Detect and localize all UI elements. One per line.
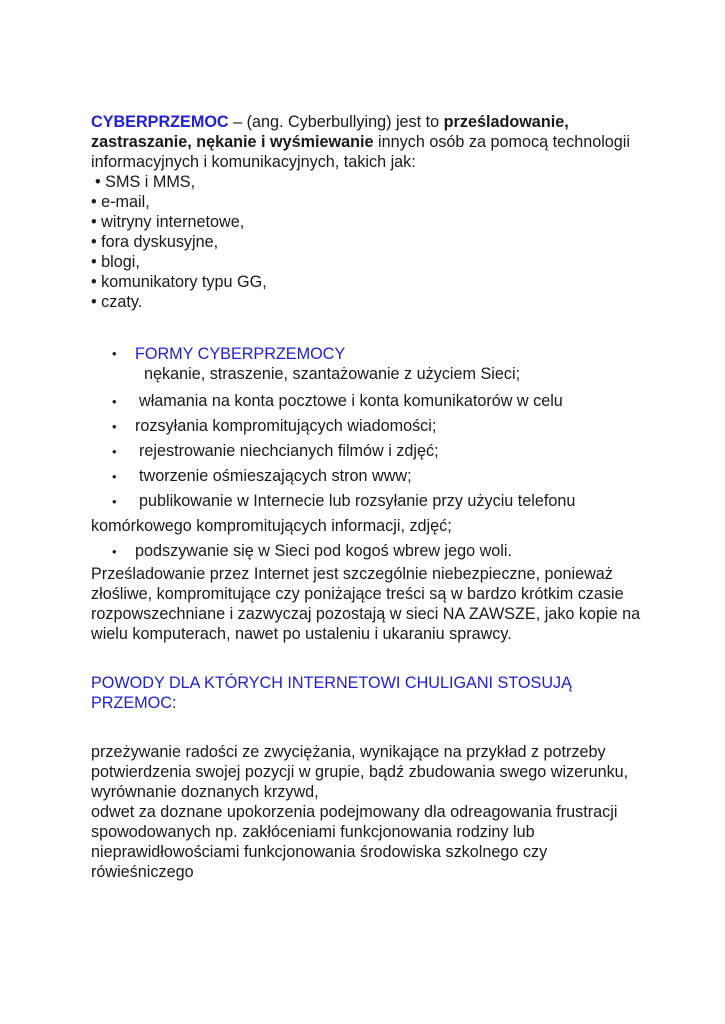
reasons-title [91, 673, 651, 713]
channel-item: • komunikatory typu GG, [91, 273, 267, 291]
bullet-icon: • [112, 444, 117, 459]
definition-bold: prześladowanie, zastraszanie, nękanie i wyśmiewanie [91, 113, 569, 151]
bullet-icon: • [112, 346, 117, 361]
form-item [91, 414, 651, 439]
definition-dash-text: – (ang. Cyberbullying) jest to [228, 113, 444, 131]
form-item-text: publikowanie w Internecie lub rozsyłanie przy użyciu telefonu [139, 492, 576, 510]
forms-heading-sub: nękanie, straszenie, szantażowanie z użyciem Sieci; [144, 365, 521, 383]
forms-heading-item [91, 344, 651, 364]
form-item-text: rejestrowanie niechcianych filmów i zdjęć; [139, 442, 439, 460]
reasons-section [91, 742, 651, 882]
form-item [91, 389, 651, 414]
reason-item: odwet za doznane upokorzenia podejmowany dla odreagowania frustracji spowodowanych np. zakłóceniami funkcjonowania rodziny lub nieprawidłowościami funkcjonowania środowiska szkolnego czy rówieśniczego [91, 803, 618, 881]
bullet-icon: • [112, 419, 117, 434]
form-item [91, 464, 651, 489]
form-item-text: rozsyłania kompromitujących wiadomości; [135, 417, 437, 435]
form-item [91, 489, 651, 514]
channel-item: • blogi, [91, 253, 140, 271]
channel-item: • e-mail, [91, 193, 150, 211]
danger-paragraph: Prześladowanie przez Internet jest szczególnie niebezpieczne, ponieważ złośliwe, kompromitujące czy poniżające treści są w bardzo krótkim czasie rozpowszechniane i zazwyczaj pozostają w sieci NA ZAWSZE, jako kopie na wielu komputerach, nawet po ustaleniu i ukaraniu sprawcy. [91, 565, 641, 643]
channel-item: • fora dyskusyjne, [91, 233, 219, 251]
forms-last-list [91, 539, 651, 564]
form-item-text: włamania na konta pocztowe i konta komunikatorów w celu [139, 392, 563, 410]
forms-heading: FORMY CYBERPRZEMOCY [135, 345, 346, 363]
form-item [91, 439, 651, 464]
forms-list [91, 344, 651, 364]
forms-section [91, 344, 651, 644]
definition-rest: innych osób za pomocą technologii informacyjnych i komunikacyjnych, takich jak: [91, 133, 630, 171]
document-page [91, 112, 651, 882]
reasons-title-colon: : [171, 694, 177, 712]
reasons-title-text: POWODY DLA KTÓRYCH INTERNETOWI CHULIGANI STOSUJĄ PRZEMOC [91, 674, 572, 712]
reason-item: wyrównanie doznanych krzywd, [91, 783, 319, 801]
bullet-icon: • [112, 394, 117, 409]
channel-item: • SMS i MMS, [95, 173, 196, 191]
definition-paragraph [91, 112, 651, 172]
intro-section [91, 112, 651, 312]
reason-item: przeżywanie radości ze zwyciężania, wynikające na przykład z potrzeby potwierdzenia swojej pozycji w grupie, bądź zbudowania swego wizerunku, [91, 743, 629, 781]
bullet-icon: • [112, 494, 117, 509]
channel-item: • czaty. [91, 293, 143, 311]
bullet-icon: • [112, 544, 117, 559]
channel-item: • witryny internetowe, [91, 213, 245, 231]
term-cyberprzemoc: CYBERPRZEMOC [91, 113, 229, 131]
bullet-icon: • [112, 469, 117, 484]
form-item-text: tworzenie ośmieszających stron www; [139, 467, 412, 485]
form-item-text: podszywanie się w Sieci pod kogoś wbrew jego woli. [135, 542, 512, 560]
channels-list [91, 172, 651, 312]
forms-items-list [91, 389, 651, 514]
form-item [91, 539, 651, 564]
form-item-continuation: komórkowego kompromitujących informacji, zdjęć; [91, 517, 452, 535]
